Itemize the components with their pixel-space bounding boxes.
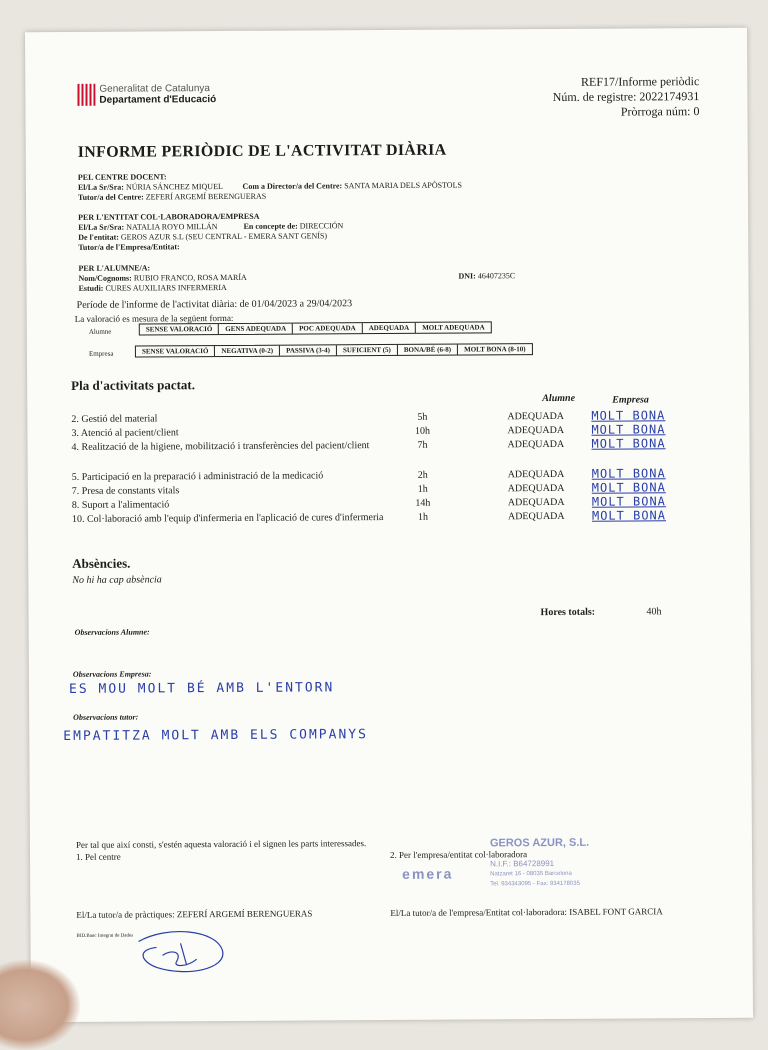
scale-empresa-option: NEGATIVA (0-2) <box>214 346 279 356</box>
obs-empresa-text: ES MOU MOLT BÉ AMB L'ENTORN <box>68 680 335 697</box>
obs-alumne-label: Observacions Alumne: <box>74 627 150 637</box>
scale-empresa-option: BONA/BÉ (6-8) <box>397 345 457 355</box>
activity-name: 2. Gestió del material <box>71 413 158 425</box>
tutor-centre-name: ZEFERÍ ARGEMÍ BERENGUERAS <box>145 191 267 202</box>
stamp-brand: emera <box>402 865 454 882</box>
entity-value: GEROS AZUR S.L (SEU CENTRAL - EMERA SANT GENÍS) <box>120 231 328 242</box>
studies-label: Estudi: <box>78 283 104 293</box>
tutor-signature <box>126 921 236 982</box>
tutor-practices-label: El/La tutor/a de pràctiques: <box>76 909 175 920</box>
scale-alumne-option: MOLT ADEQUADA <box>415 322 490 332</box>
finger-shadow <box>0 960 80 1050</box>
activity-empresa-rating: MOLT BONA <box>591 494 666 509</box>
stamp-phone: Tel. 934343095 - Fax: 934178035 <box>490 880 580 888</box>
activity-hours: 5h <box>417 411 428 423</box>
sign-intro: Per tal que així consti, s'estén aquesta valoració i el signen les parts interessades. <box>75 838 367 850</box>
scale-empresa-option: MOLT BONA (8-10) <box>457 344 532 354</box>
empresa-person-label: El/La Sr/Sra: <box>78 222 125 232</box>
absences-title: Absències. <box>72 555 131 571</box>
stamp-name: GEROS AZUR, S.L. <box>489 836 590 850</box>
director-name: NÚRIA SÁNCHEZ MIQUEL <box>125 182 223 192</box>
scale-alumne-option: SENSE VALORACIÓ <box>145 325 213 334</box>
scale-empresa-label: Empresa <box>88 349 114 358</box>
ref-prorroga: Pròrroga núm: 0 <box>620 104 700 119</box>
scale-alumne-option: POC ADEQUADA <box>292 323 362 333</box>
scale-alumne-label: Alumne <box>88 327 112 336</box>
tutor-centre-label: Tutor/a del Centre: <box>77 192 144 202</box>
activity-alumne-rating: ADEQUADA <box>507 496 565 509</box>
plan-title: Pla d'activitats pactat. <box>71 377 196 393</box>
obs-tutor-text: EMPATITZA MOLT AMB ELS COMPANYS <box>63 727 368 744</box>
activity-empresa-rating: MOLT BONA <box>591 466 666 481</box>
activity-hours: 7h <box>417 439 428 451</box>
period-text: Període de l'informe de l'activitat diària: de 01/04/2023 a 29/04/2023 <box>76 298 353 311</box>
scale-empresa-option: PASSIVA (3-4) <box>279 345 336 355</box>
centre-name: SANTA MARIA DELS APÒSTOLS <box>344 180 462 191</box>
concept-label: En concepte de: <box>243 221 298 231</box>
activity-name: 7. Presa de constants vitals <box>71 485 180 497</box>
alumne-heading: PER L'ALUMNE/A: <box>78 263 151 273</box>
scale-empresa-option: SUFICIENT (5) <box>336 345 397 355</box>
sign-empresa: 2. Per l'empresa/entitat col·laboradora <box>389 849 528 860</box>
stamp-nif: N.I.F.: B64728991 <box>490 858 555 869</box>
director-label: El/La Sr/Sra: <box>77 182 124 192</box>
alumne-name-label: Nom/Cognoms: <box>78 273 132 283</box>
logo-line1: Generalitat de Catalunya <box>99 83 210 95</box>
activity-name: 5. Participació en la preparació i administració de la medicació <box>71 470 324 483</box>
activity-alumne-rating: ADEQUADA <box>507 438 565 451</box>
activity-alumne-rating: ADEQUADA <box>507 424 565 437</box>
dni-value: 46407235C <box>477 271 516 281</box>
page-title: INFORME PERIÒDIC DE L'ACTIVITAT DIÀRIA <box>77 141 447 161</box>
document-sheet <box>25 28 753 1022</box>
obs-tutor-label: Observacions tutor: <box>73 712 139 722</box>
activity-empresa-rating: MOLT BONA <box>591 508 667 523</box>
entity-label: De l'entitat: <box>78 232 119 242</box>
activity-alumne-rating: ADEQUADA <box>507 410 565 423</box>
activity-alumne-rating: ADEQUADA <box>507 482 565 495</box>
tutor-practices <box>76 908 312 919</box>
activity-alumne-rating: ADEQUADA <box>507 510 565 523</box>
scale-intro: La valoració es mesura de la següent forma: <box>74 312 234 324</box>
hours-total-label: Hores totals: <box>540 606 596 619</box>
tutor-empresa-label: Tutor/a de l'Empresa/Entitat: <box>78 242 180 252</box>
studies-value: CURES AUXILIARS INFERMERIA <box>105 282 227 293</box>
scale-alumne-option: GENS ADEQUADA <box>218 324 292 334</box>
activity-name: 4. Realització de la higiene, mobilització i transferències del pacient/client <box>71 440 370 453</box>
tutor-company <box>390 906 710 919</box>
footer-small: BID.Banc Integrat de Dades <box>76 933 134 939</box>
scale-empresa-option: SENSE VALORACIÓ <box>141 347 209 356</box>
empresa-heading: PER L'ENTITAT COL·LABORADORA/EMPRESA <box>78 211 260 222</box>
activity-name: 10. Col·laboració amb l'equip d'infermeria en l'aplicació de cures d'infermeria <box>71 512 384 525</box>
col-alumne: Alumne <box>542 392 576 405</box>
activity-hours: 1h <box>417 511 428 523</box>
activity-hours: 2h <box>417 469 428 481</box>
empresa-person: NATALIA ROYO MILLÁN <box>126 222 218 232</box>
activity-hours: 1h <box>417 483 428 495</box>
logo-line2: Departament d'Educació <box>99 94 217 106</box>
col-empresa: Empresa <box>612 394 649 406</box>
activity-hours: 14h <box>415 497 431 509</box>
ref-registre: Núm. de registre: 2022174931 <box>552 89 700 104</box>
tutor-company-name: ISABEL FONT GARCIA <box>569 906 663 917</box>
obs-empresa-label: Observacions Empresa: <box>72 669 152 679</box>
activity-hours: 10h <box>414 425 430 437</box>
stamp-address: Natzaret 16 - 08035 Barcelona <box>490 870 572 878</box>
centre-heading: PEL CENTRE DOCENT: <box>77 172 167 182</box>
dni-label: DNI: <box>458 271 476 281</box>
activity-name: 3. Atenció al pacient/client <box>71 427 179 439</box>
hours-total-value: 40h <box>646 606 662 618</box>
ref-code: REF17/Informe periòdic <box>580 74 700 89</box>
role-label: Com a Director/a del Centre: <box>242 181 343 191</box>
activity-empresa-rating: MOLT BONA <box>591 480 666 495</box>
company-stamp <box>402 837 622 898</box>
activity-alumne-rating: ADEQUADA <box>507 468 565 481</box>
alumne-name: RUBIO FRANCO, ROSA MARÍA <box>133 272 247 283</box>
concept-value: DIRECCIÓN <box>299 221 344 231</box>
absences-text: No hi ha cap absència <box>72 574 162 586</box>
activity-empresa-rating: MOLT BONA <box>591 422 666 437</box>
activity-empresa-rating: MOLT BONA <box>591 408 666 423</box>
scale-alumne-option: ADEQUADA <box>362 323 416 333</box>
tutor-practices-name: ZEFERÍ ARGEMÍ BERENGUERAS <box>176 908 313 920</box>
activities-table <box>25 28 753 1022</box>
activity-empresa-rating: MOLT BONA <box>591 436 666 451</box>
activity-name: 8. Suport a l'alimentació <box>71 499 170 511</box>
sign-centre: 1. Pel centre <box>75 851 121 862</box>
tutor-company-label: El/La tutor/a de l'empresa/Entitat col·laboradora: <box>390 906 567 918</box>
